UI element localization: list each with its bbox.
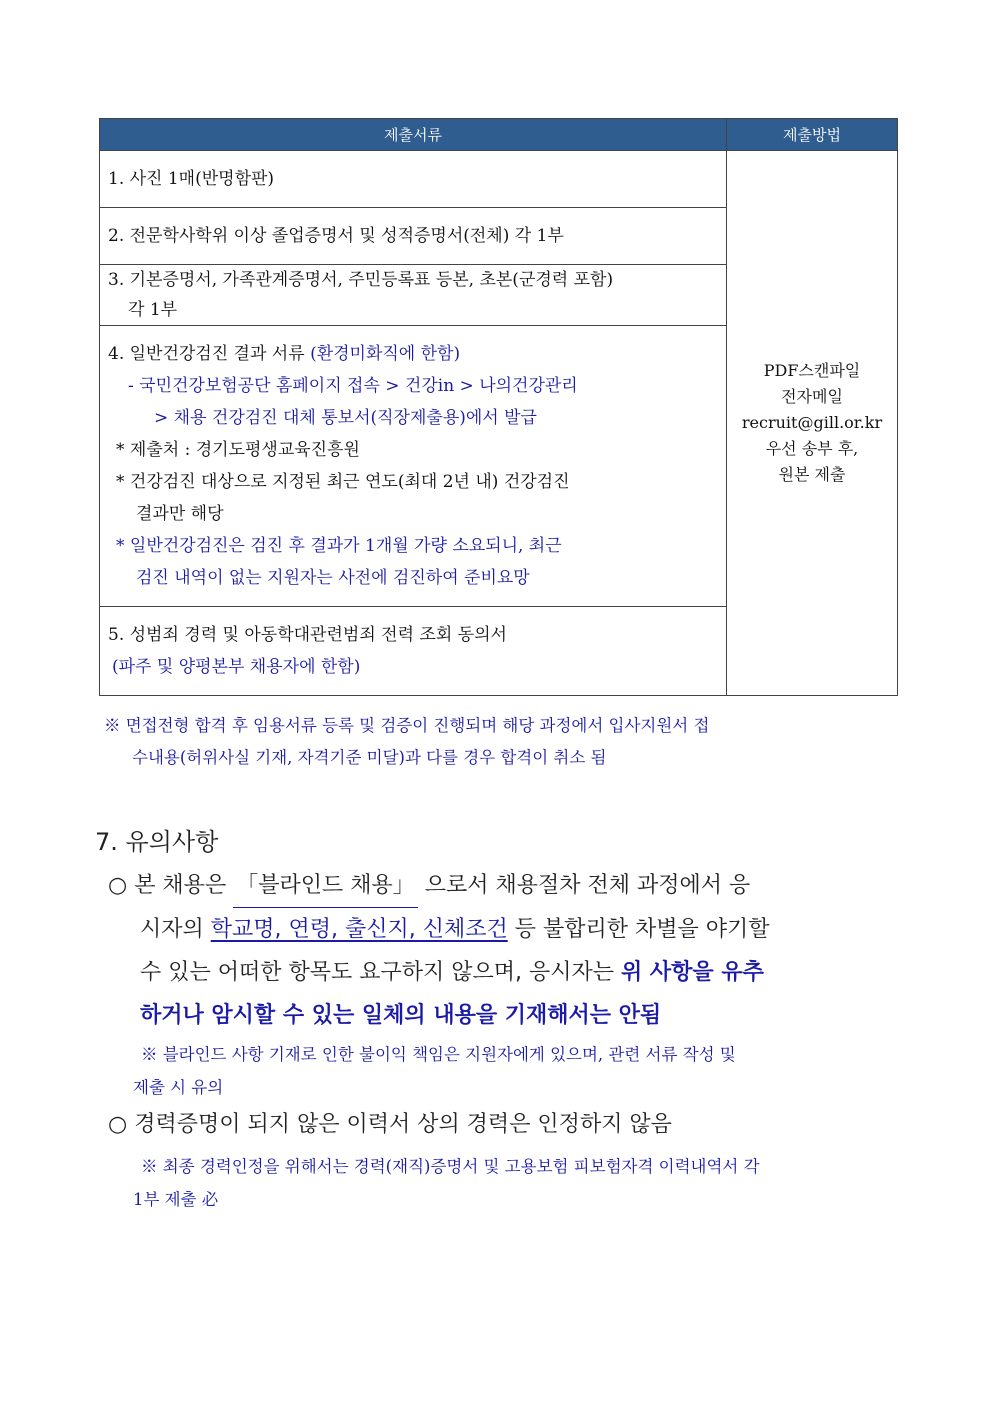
doc-item-2: 2. 전문학사학위 이상 졸업증명서 및 성적증명서(전체) 각 1부 <box>100 208 727 265</box>
doc-item-1: 1. 사진 1매(반명함판) <box>100 151 727 208</box>
doc-item-5-line2: (파주 및 양평본부 채용자에 한함) <box>112 657 361 677</box>
method-line: 전자메일 <box>781 387 843 406</box>
table-note-line1: ※ 면접전형 합격 후 임용서류 등록 및 검증이 진행되며 해당 과정에서 입사지원서 접 <box>104 716 710 735</box>
doc-item-4-submit-to: * 제출처 : 경기도평생교육진흥원 <box>116 440 360 460</box>
table-row <box>100 151 898 208</box>
blind-note <box>133 1038 899 1104</box>
doc-item-3-line1: 3. 기본증명서, 가족관계증명서, 주민등록표 등본, 초본(군경력 포함) <box>108 270 614 290</box>
career-note-line2: 1부 제출 必 <box>133 1190 219 1209</box>
notice-item-2: ○ 경력증명이 되지 않은 이력서 상의 경력은 인정하지 않음 <box>108 1112 672 1137</box>
doc-item-4-path-2: > 채용 건강검진 대체 통보서(직장제출용)에서 발급 <box>154 408 537 428</box>
method-email: recruit@gill.or.kr <box>741 413 883 432</box>
doc-item-3 <box>100 265 727 326</box>
doc-item-5-line1: 5. 성범죄 경력 및 아동학대관련범죄 전력 조회 동의서 <box>108 625 507 645</box>
table-note-line2: 수내용(허위사실 기재, 자격기준 미달)과 다를 경우 합격이 취소 됨 <box>132 748 607 767</box>
doc-item-4-title: 4. 일반건강검진 결과 서류 (환경미화직에 한함) <box>108 344 461 364</box>
doc-item-4-scope: (환경미화직에 한함) <box>310 344 461 364</box>
method-line: 우선 송부 후, <box>765 439 859 458</box>
prohibited-items: 학교명, 연령, 출신지, 신체조건 <box>210 917 508 942</box>
doc-item-4-target-1: * 건강검진 대상으로 지정된 최근 연도(최대 2년 내) 건강검진 <box>116 472 570 492</box>
career-note <box>133 1150 899 1216</box>
doc-item-4-caution-2: 검진 내역이 없는 지원자는 사전에 검진하여 준비요망 <box>136 568 530 588</box>
career-note-line1: ※ 최종 경력인정을 위해서는 경력(재직)증명서 및 고용보험 피보험자격 이력내역서 각 <box>141 1157 760 1176</box>
notice-item-1-line2: 시자의 학교명, 연령, 출신지, 신체조건 등 불합리한 차별을 야기할 <box>140 917 770 942</box>
blind-hiring-label: ｢블라인드 채용｣ <box>233 864 418 908</box>
blind-note-line2: 제출 시 유의 <box>133 1078 224 1097</box>
method-line: PDF스캔파일 <box>763 361 861 380</box>
doc-item-3-line2: 각 1부 <box>128 300 178 320</box>
section-title: 7. 유의사항 <box>95 828 219 856</box>
method-line: 원본 제출 <box>778 465 846 484</box>
header-method: 제출방법 <box>727 119 898 151</box>
table-note <box>104 710 900 774</box>
table-header-row <box>100 119 898 151</box>
doc-item-4 <box>100 326 727 607</box>
blind-note-line1: ※ 블라인드 사항 기재로 인한 불이익 책임은 지원자에게 있으며, 관련 서류 작성 및 <box>141 1045 736 1064</box>
doc-item-5 <box>100 607 727 696</box>
notice-item-1-line4: 하거나 암시할 수 있는 일체의 내용을 기재해서는 안됨 <box>140 1003 662 1028</box>
doc-item-4-caution-1: * 일반건강검진은 검진 후 결과가 1개월 가량 소요되니, 최근 <box>116 536 562 556</box>
notice-item-1-line1: ○ 본 채용은 ｢블라인드 채용｣ 으로서 채용절차 전체 과정에서 응 <box>108 864 900 908</box>
submission-method-cell <box>727 151 898 696</box>
notice-item-1 <box>108 864 900 1037</box>
header-docs: 제출서류 <box>100 119 727 151</box>
doc-item-4-path-1: - 국민건강보험공단 홈페이지 접속 > 건강in > 나의건강관리 <box>128 376 578 396</box>
doc-item-4-target-2: 결과만 해당 <box>136 504 224 524</box>
submission-documents-table <box>99 118 898 696</box>
notice-item-1-line3: 수 있는 어떠한 항목도 요구하지 않으며, 응시자는 위 사항을 유추 <box>140 960 764 985</box>
